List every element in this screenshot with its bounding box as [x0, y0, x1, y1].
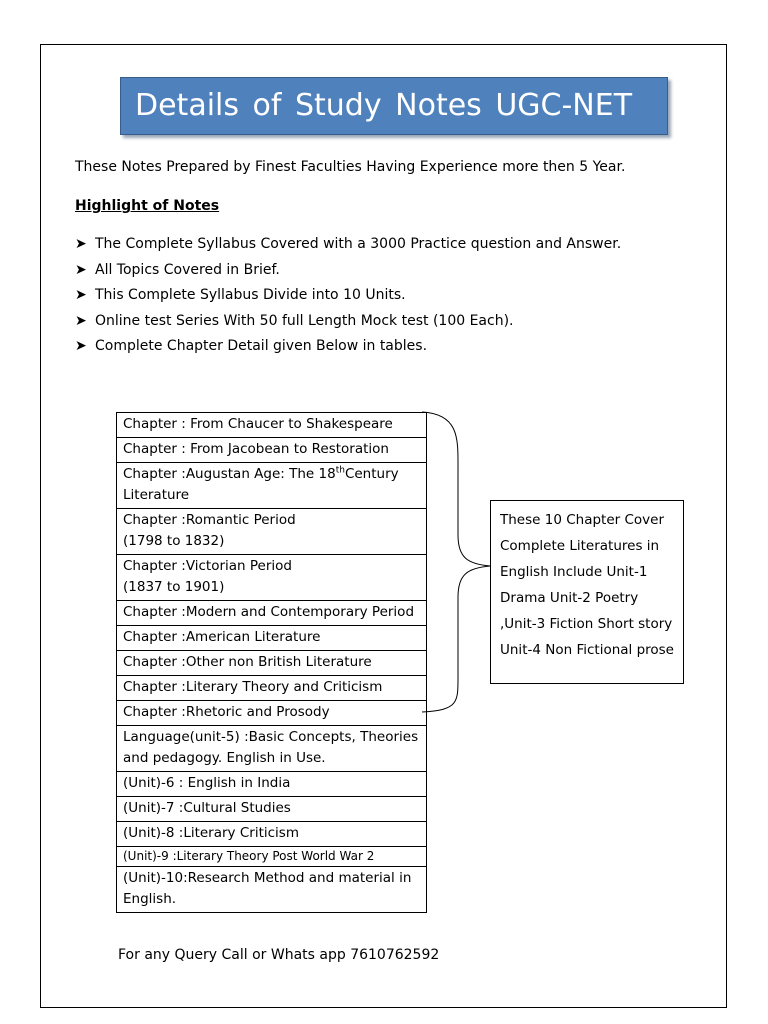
arrow-bullet-icon: ➤	[75, 338, 87, 354]
table-cell: (Unit)-10:Research Method and material in English.	[117, 867, 427, 913]
table-row	[117, 676, 427, 701]
table-cell: Language(unit-5) :Basic Concepts, Theories and pedagogy. English in Use.	[117, 726, 427, 772]
table-row	[117, 413, 427, 438]
table-cell: Chapter :Augustan Age: The 18thCentury Literature	[117, 463, 427, 509]
arrow-bullet-icon: ➤	[75, 312, 87, 329]
table-cell: Chapter :Victorian Period (1837 to 1901)	[117, 555, 427, 601]
table-cell: (Unit)-6 : English in India	[117, 772, 427, 797]
table-row	[117, 463, 427, 509]
page-title: Details of Study Notes UGC-NET	[120, 77, 668, 135]
curly-brace-icon	[420, 410, 492, 720]
table-row	[117, 626, 427, 651]
chapter-note-box: These 10 Chapter Cover Complete Literatures in English Include Unit-1 Drama Unit-2 Poetry ,Unit-3 Fiction Short story Unit-4 Non Fictional prose	[490, 500, 684, 684]
arrow-bullet-icon: ➤	[75, 261, 87, 278]
table-cell: Chapter :American Literature	[117, 626, 427, 651]
contact-text: For any Query Call or Whats app 7610762592	[118, 947, 440, 963]
table-row	[117, 822, 427, 847]
table-cell: Chapter : From Chaucer to Shakespeare	[117, 413, 427, 438]
table-cell: (Unit)-7 :Cultural Studies	[117, 797, 427, 822]
table-row	[117, 701, 427, 726]
table-cell: Chapter :Literary Theory and Criticism	[117, 676, 427, 701]
table-row	[117, 797, 427, 822]
table-cell: (Unit)-9 :Literary Theory Post World War 2	[117, 847, 427, 867]
chapter-table	[116, 412, 427, 913]
table-cell: Chapter :Rhetoric and Prosody	[117, 701, 427, 726]
list-item: ➤ All Topics Covered in Brief.	[75, 261, 280, 278]
highlight-list	[75, 234, 621, 362]
arrow-bullet-icon: ➤	[75, 236, 87, 252]
table-cell: Chapter :Romantic Period (1798 to 1832)	[117, 509, 427, 555]
table-cell: Chapter : From Jacobean to Restoration	[117, 438, 427, 463]
list-item: ➤ This Complete Syllabus Divide into 10 Units.	[75, 287, 406, 303]
table-row	[117, 772, 427, 797]
list-item: ➤ Online test Series With 50 full Length Mock test (100 Each).	[75, 312, 514, 329]
table-cell: (Unit)-8 :Literary Criticism	[117, 822, 427, 847]
table-row	[117, 847, 427, 867]
table-row	[117, 509, 427, 555]
highlight-heading: Highlight of Notes	[75, 198, 220, 214]
intro-text: These Notes Prepared by Finest Faculties Having Experience more then 5 Year.	[75, 159, 626, 175]
list-item: ➤ The Complete Syllabus Covered with a 3000 Practice question and Answer.	[75, 236, 622, 252]
table-row	[117, 601, 427, 626]
table-row	[117, 555, 427, 601]
table-cell: Chapter :Modern and Contemporary Period	[117, 601, 427, 626]
table-row	[117, 867, 427, 913]
table-row	[117, 438, 427, 463]
table-cell: Chapter :Other non British Literature	[117, 651, 427, 676]
list-item: ➤ Complete Chapter Detail given Below in tables.	[75, 338, 428, 354]
table-row	[117, 726, 427, 772]
table-row	[117, 651, 427, 676]
arrow-bullet-icon: ➤	[75, 287, 87, 303]
